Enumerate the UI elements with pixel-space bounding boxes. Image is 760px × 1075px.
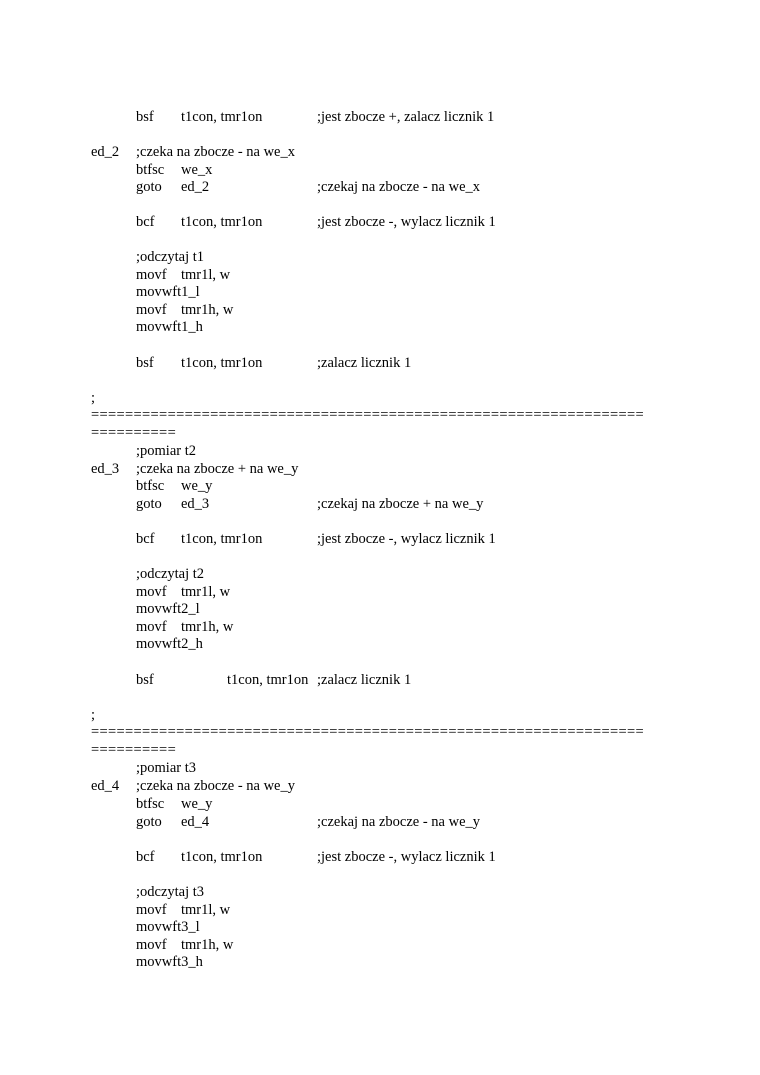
- separator-semicolon: ;: [91, 390, 96, 406]
- code-op: bcf: [136, 849, 155, 865]
- code-comment: ;odczytaj t3: [136, 884, 205, 900]
- code-comment: ;jest zbocze -, wylacz licznik 1: [317, 214, 496, 230]
- code-op: bsf: [136, 109, 154, 125]
- code-op: movf: [136, 302, 167, 318]
- code-op: movf: [136, 902, 167, 918]
- code-comment: ;jest zbocze -, wylacz licznik 1: [317, 531, 496, 547]
- code-op: goto: [136, 179, 162, 195]
- code-arg: tmr1l, w: [181, 267, 231, 283]
- code-comment: ;jest zbocze -, wylacz licznik 1: [317, 849, 496, 865]
- code-op: bsf: [136, 355, 154, 371]
- code-arg: ed_2: [181, 179, 210, 195]
- code-op: btfsc: [136, 796, 165, 812]
- code-comment: ;czekaj na zbocze - na we_x: [317, 179, 481, 195]
- code-label: ed_3: [91, 461, 120, 477]
- code-comment: ;pomiar t3: [136, 760, 197, 776]
- separator-line: =================================================================: [91, 724, 644, 740]
- code-arg: t1con, tmr1on: [181, 849, 263, 865]
- code-comment: ;jest zbocze +, zalacz licznik 1: [317, 109, 495, 125]
- code-op: goto: [136, 496, 162, 512]
- code-op: goto: [136, 814, 162, 830]
- code-arg: t1con, tmr1on: [181, 214, 263, 230]
- separator-line: ==========: [91, 742, 177, 758]
- code-arg: tmr1h, w: [181, 619, 234, 635]
- code-arg: t1con, tmr1on: [227, 672, 309, 688]
- code-op: btfsc: [136, 478, 165, 494]
- code-comment: ;czekaj na zbocze - na we_y: [317, 814, 481, 830]
- code-arg: tmr1h, w: [181, 937, 234, 953]
- code-comment: ;czeka na zbocze + na we_y: [136, 461, 299, 477]
- code-op: movf: [136, 619, 167, 635]
- code-op: bcf: [136, 531, 155, 547]
- code-comment: ;czekaj na zbocze + na we_y: [317, 496, 484, 512]
- code-comment: ;zalacz licznik 1: [317, 672, 412, 688]
- code-arg: t1con, tmr1on: [181, 355, 263, 371]
- code-arg: ed_3: [181, 496, 210, 512]
- code-op: movf: [136, 937, 167, 953]
- code-arg: tmr1h, w: [181, 302, 234, 318]
- code-comment: ;czeka na zbocze - na we_x: [136, 144, 295, 160]
- code-op: bsf: [136, 672, 154, 688]
- code-op: bcf: [136, 214, 155, 230]
- code-line: movwft1_l: [136, 284, 200, 300]
- separator-line: ==========: [91, 425, 177, 441]
- code-line: movwft2_h: [136, 636, 203, 652]
- code-label: ed_4: [91, 778, 120, 794]
- code-op: movf: [136, 267, 167, 283]
- code-arg: we_x: [181, 162, 213, 178]
- code-comment: ;odczytaj t1: [136, 249, 205, 265]
- code-comment: ;odczytaj t2: [136, 566, 205, 582]
- code-comment: ;pomiar t2: [136, 443, 197, 459]
- code-arg: t1con, tmr1on: [181, 109, 263, 125]
- code-line: movwft1_h: [136, 319, 203, 335]
- code-line: movwft3_h: [136, 954, 203, 970]
- code-arg: ed_4: [181, 814, 210, 830]
- code-arg: tmr1l, w: [181, 584, 231, 600]
- code-comment: ;czeka na zbocze - na we_y: [136, 778, 295, 794]
- code-comment: ;zalacz licznik 1: [317, 355, 412, 371]
- separator-semicolon: ;: [91, 707, 96, 723]
- code-arg: we_y: [181, 478, 213, 494]
- code-arg: t1con, tmr1on: [181, 531, 263, 547]
- separator-line: =================================================================: [91, 407, 644, 423]
- code-label: ed_2: [91, 144, 120, 160]
- code-op: movf: [136, 584, 167, 600]
- code-arg: we_y: [181, 796, 213, 812]
- code-arg: tmr1l, w: [181, 902, 231, 918]
- code-line: movwft3_l: [136, 919, 200, 935]
- code-line: movwft2_l: [136, 601, 200, 617]
- code-op: btfsc: [136, 162, 165, 178]
